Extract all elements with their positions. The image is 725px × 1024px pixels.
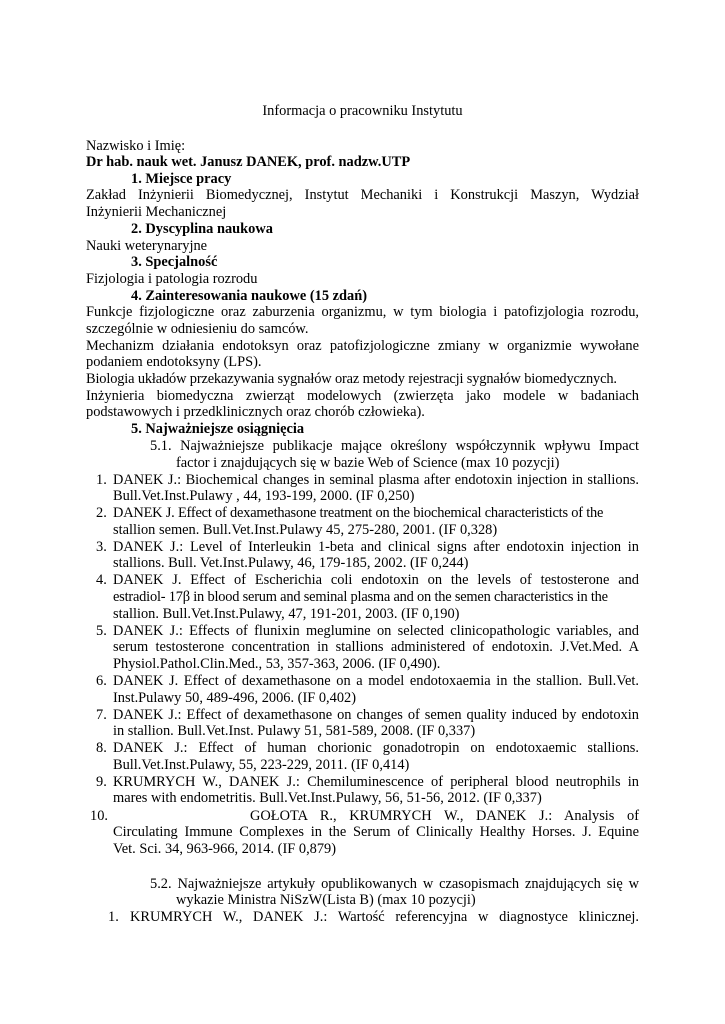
publication-number: 8. [96,740,107,756]
publication-line: GOŁOTA R., KRUMRYCH W., DANEK J.: Analysis of [250,808,639,824]
section-2-heading: 2. Dyscyplina naukowa [131,221,273,237]
publication-line: DANEK J. Effect of dexamethasone treatment on the biochemical characteristicts of the [113,505,604,521]
list-b-number: 1. [108,909,119,925]
section-1-line-2: Inżynierii Mechanicznej [86,204,227,220]
section-3-text: Fizjologia i patologia rozrodu [86,271,258,287]
name-value: Dr hab. nauk wet. Janusz DANEK, prof. nadzw.UTP [86,154,411,170]
page-title: Informacja o pracowniku Instytutu [262,103,463,119]
publication-line: stallions. Bull. Vet.Inst.Pulawy, 46, 179-185, 2002. (IF 0,244) [113,555,469,571]
publication-line: DANEK J.: Effect of human chorionic gonadotropin on endotoxaemic stallions. [113,740,639,756]
publication-line: DANEK J. Effect of dexamethasone on a model endotoxaemia in the stallion. Bull.Vet. [113,673,639,689]
name-label: Nazwisko i Imię: [86,138,186,154]
publication-line: DANEK J.: Effect of dexamethasone on changes of semen quality induced by endotoxin [113,707,639,723]
publication-line: Vet. Sci. 34, 963-966, 2014. (IF 0,879) [113,841,337,857]
subsection-5-1-line-2: factor i znajdujących się w bazie Web of Science (max 10 pozycji) [176,455,560,471]
section-4-line: Inżynieria biomedyczna zwierząt modelowych (zwierzęta jako modele w badaniach [86,388,639,404]
publication-line: serum testosterone concentration in stallions administered of endotoxin. J.Vet.Med. A [113,639,639,655]
publication-line: in stallion. Bull.Vet.Inst. Pulawy 51, 581-589, 2008. (IF 0,337) [113,723,476,739]
section-1-heading: 1. Miejsce pracy [131,171,232,187]
publication-number: 4. [96,572,107,588]
publication-line: Bull.Vet.Inst.Pulawy, 55, 223-229, 2011. (IF 0,414) [113,757,410,773]
section-4-line: Mechanizm działania endotoksyn oraz patofizjologiczne zmiany w organizmie wywołane [86,338,639,354]
publication-number: 3. [96,539,107,555]
subsection-5-1-line-1: 5.1. Najważniejsze publikacje mające określony współczynnik wpływu Impact [150,438,639,454]
subsection-5-2-line-1: 5.2. Najważniejsze artykuły opublikowanych w czasopismach znajdujących się w [150,876,639,892]
section-4-heading: 4. Zainteresowania naukowe (15 zdań) [131,288,367,304]
publication-line: DANEK J.: Level of Interleukin 1-beta and clinical signs after endotoxin injection in [113,539,639,555]
publication-number: 7. [96,707,107,723]
publication-line: DANEK J. Effect of Escherichia coli endotoxin on the levels of testosterone and [113,572,639,588]
publication-number: 5. [96,623,107,639]
publication-line: estradiol- 17β in blood serum and seminal plasma and on the semen characteristics in the [113,589,608,605]
publication-number: 6. [96,673,107,689]
publication-line: mares with endometritis. Bull.Vet.Inst.Pulawy, 56, 51-56, 2012. (IF 0,337) [113,790,542,806]
section-5-heading: 5. Najważniejsze osiągnięcia [131,421,305,437]
publication-number: 1. [96,472,107,488]
publication-line: stallion semen. Bull.Vet.Inst.Pulawy 45, 275-280, 2001. (IF 0,328) [113,522,498,538]
publication-line: Circulating Immune Complexes in the Serum of Clinically Healthy Horses. J. Equine [113,824,639,840]
publication-line: DANEK J.: Biochemical changes in seminal plasma after endotoxin injection in stallions. [113,472,639,488]
list-b-line: KRUMRYCH W., DANEK J.: Wartość referencyjna w diagnostyce klinicznej. [130,909,639,925]
publication-number: 2. [96,505,107,521]
publication-number: 9. [96,774,107,790]
section-4-line: szczególnie w odniesieniu do samców. [86,321,309,337]
section-4-line: podstawowych i przedklinicznych oraz chorób człowieka). [86,404,425,420]
publication-line: Physiol.Pathol.Clin.Med., 53, 357-363, 2006. (IF 0,490). [113,656,441,672]
section-2-text: Nauki weterynaryjne [86,238,208,254]
section-3-heading: 3. Specjalność [131,254,218,270]
publication-line: Bull.Vet.Inst.Pulawy , 44, 193-199, 2000. (IF 0,250) [113,488,415,504]
publication-line: stallion. Bull.Vet.Inst.Pulawy, 47, 191-201, 2003. (IF 0,190) [113,606,460,622]
section-4-line: podaniem endotoksyny (LPS). [86,354,262,370]
publication-line: Inst.Pulawy 50, 489-496, 2006. (IF 0,402) [113,690,357,706]
publication-line: DANEK J.: Effects of flunixin meglumine on selected clinicopathologic variables, and [113,623,639,639]
publication-number: 10. [90,808,108,824]
section-1-line-1: Zakład Inżynierii Biomedycznej, Instytut Mechaniki i Konstrukcji Maszyn, Wydział [86,187,639,203]
publication-line: KRUMRYCH W., DANEK J.: Chemiluminescence of peripheral blood neutrophils in [113,774,639,790]
section-4-line: Biologia układów przekazywania sygnałów oraz metody rejestracji sygnałów biomedycznych. [86,371,617,387]
section-4-line: Funkcje fizjologiczne oraz zaburzenia organizmu, w tym biologia i patofizjologia rozrodu, [86,304,639,320]
subsection-5-2-line-2: wykazie Ministra NiSzW(Lista B) (max 10 pozycji) [176,892,476,908]
